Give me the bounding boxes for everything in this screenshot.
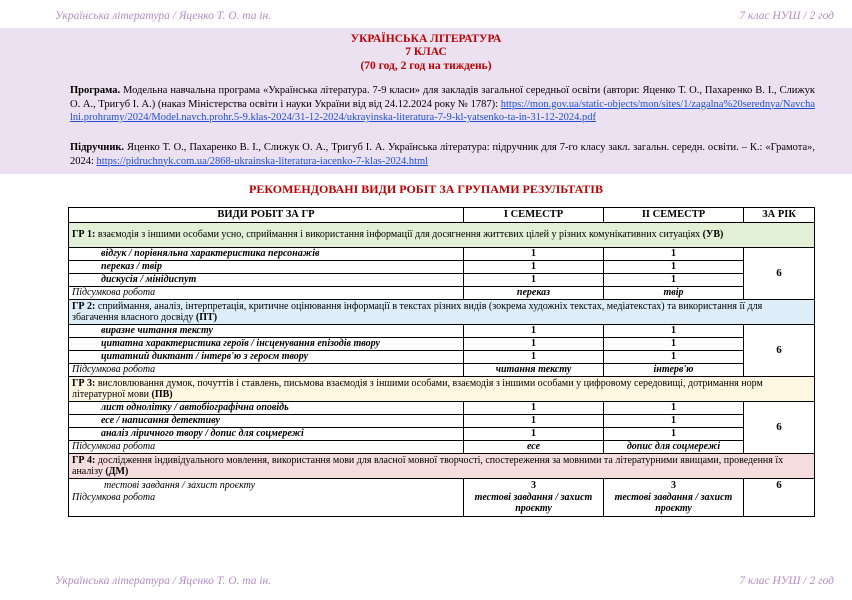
- gr4-row: тестові завдання / захист проєкту Підсумкова робота 3 тестові завдання / захист проєкту 3 тестові завдання / захист проєкту 6: [69, 479, 815, 517]
- table-row: переказ / твір 1 1: [69, 261, 815, 274]
- year-total-gr2: 6: [744, 325, 815, 377]
- program-paragraph: [70, 84, 815, 125]
- doc-title-line2: 7 КЛАС: [405, 46, 447, 58]
- col-header-sem2: ІІ СЕМЕСТР: [604, 208, 744, 223]
- program-link[interactable]: https://mon.gov.ua/static-objects/mon/sites/1/zagalna%20serednya/Navchalni.prohramy/2024/Model.navch.prohr.5-9.klas-2024/31-12-2024/ukrayinska-literatura-7-9-kl-yatsenko-ta-in-31-12-2024.pdf: [70, 98, 815, 123]
- table-row: цитатний диктант / інтерв'ю з героєм твору 1 1: [69, 351, 815, 364]
- doc-title-line1: УКРАЇНСЬКА ЛІТЕРАТУРА: [350, 33, 502, 45]
- summary-row: Підсумкова робота переказ твір: [69, 287, 815, 300]
- table-row: аналіз ліричного твору / допис для соцмережі 1 1: [69, 428, 815, 441]
- col-header-year: ЗА РІК: [744, 208, 815, 223]
- table-row: цитатна характеристика героїв / інсценування епізодів твору 1 1: [69, 338, 815, 351]
- col-header-types: ВИДИ РОБІТ ЗА ГР: [69, 208, 464, 223]
- textbook-paragraph: [70, 141, 815, 168]
- group-row-gr4: ГР 4: дослідження індивідуального мовлення, використання мови для власної мовної творчості, спостереження за мовними та літературними явищами, проведення їх аналізу (ДМ): [69, 454, 815, 479]
- page-footer: [0, 573, 852, 591]
- summary-row: Підсумкова робота читання тексту інтерв'ю: [69, 364, 815, 377]
- page-header: [0, 8, 852, 26]
- summary-row: Підсумкова робота есе допис для соцмережі: [69, 441, 815, 454]
- textbook-text: Яценко Т. О., Пахаренко В. І., Слижук О. А., Тригуб І. А. Українська література: підручник для 7-го класу закл. загальн. середн. освіти. – К.: «Грамота», 2024:: [70, 142, 815, 167]
- header-left: Українська література / Яценко Т. О. та ін.: [55, 10, 272, 22]
- table-row: дискусія / мінідиспут 1 1: [69, 274, 815, 287]
- textbook-label: Підручник.: [70, 142, 125, 153]
- group-row-gr2: ГР 2: сприймання, аналіз, інтерпретація, критичне оцінювання інформації в текстах різних видів (зокрема художніх текстах, медіатекстах) та використання її для збагачення власного досвіду (ПТ): [69, 300, 815, 325]
- table-row: лист однолітку / автобіографічна оповідь 1 1 6: [69, 402, 815, 415]
- col-header-sem1: І СЕМЕСТР: [464, 208, 604, 223]
- group-row-gr3: ГР 3: висловлювання думок, почуттів і ставлень, письмова взаємодія з іншими особами, взаємодія з іншими особами у цифровому середовищі, дотримання норм літературної мови (ПВ): [69, 377, 815, 402]
- table-row: виразне читання тексту 1 1 6: [69, 325, 815, 338]
- year-total-gr1: 6: [744, 248, 815, 300]
- table-row: відгук / порівняльна характеристика персонажів 1 1 6: [69, 248, 815, 261]
- textbook-link[interactable]: https://pidruchnyk.com.ua/2868-ukrainska-literatura-iacenko-7-klas-2024.html: [96, 155, 429, 167]
- footer-left: Українська література / Яценко Т. О. та ін.: [55, 575, 272, 587]
- section-title: РЕКОМЕНДОВАНІ ВИДИ РОБІТ ЗА ГРУПАМИ РЕЗУЛЬТАТІВ: [249, 182, 603, 196]
- work-types-table: [68, 207, 815, 517]
- year-total-gr3: 6: [744, 402, 815, 454]
- year-total-gr4: 6: [744, 479, 815, 517]
- group-row-gr1: ГР 1: взаємодія з іншими особами усно, сприймання і використання інформації для досягнення життєвих цілей у різних комунікативних ситуаціях (УВ): [69, 223, 815, 248]
- header-right: 7 клас НУШ / 2 год: [739, 10, 834, 22]
- doc-title-line3: (70 год, 2 год на тиждень): [360, 60, 492, 72]
- table-header-row: [69, 208, 815, 223]
- table-row: есе / написання детективу 1 1: [69, 415, 815, 428]
- program-text: Модельна навчальна програма «Українська література. 7-9 класи» для закладів загальної середньої освіти (автори: Яценко Т. О., Пахаренко В. І., Слижук О. А., Тригуб І. А.) (наказ Міністерства освіти і науки України від від 24.12.2024 року № 1787):: [70, 85, 815, 110]
- program-label: Програма.: [70, 85, 121, 96]
- footer-right: 7 клас НУШ / 2 год: [739, 575, 834, 587]
